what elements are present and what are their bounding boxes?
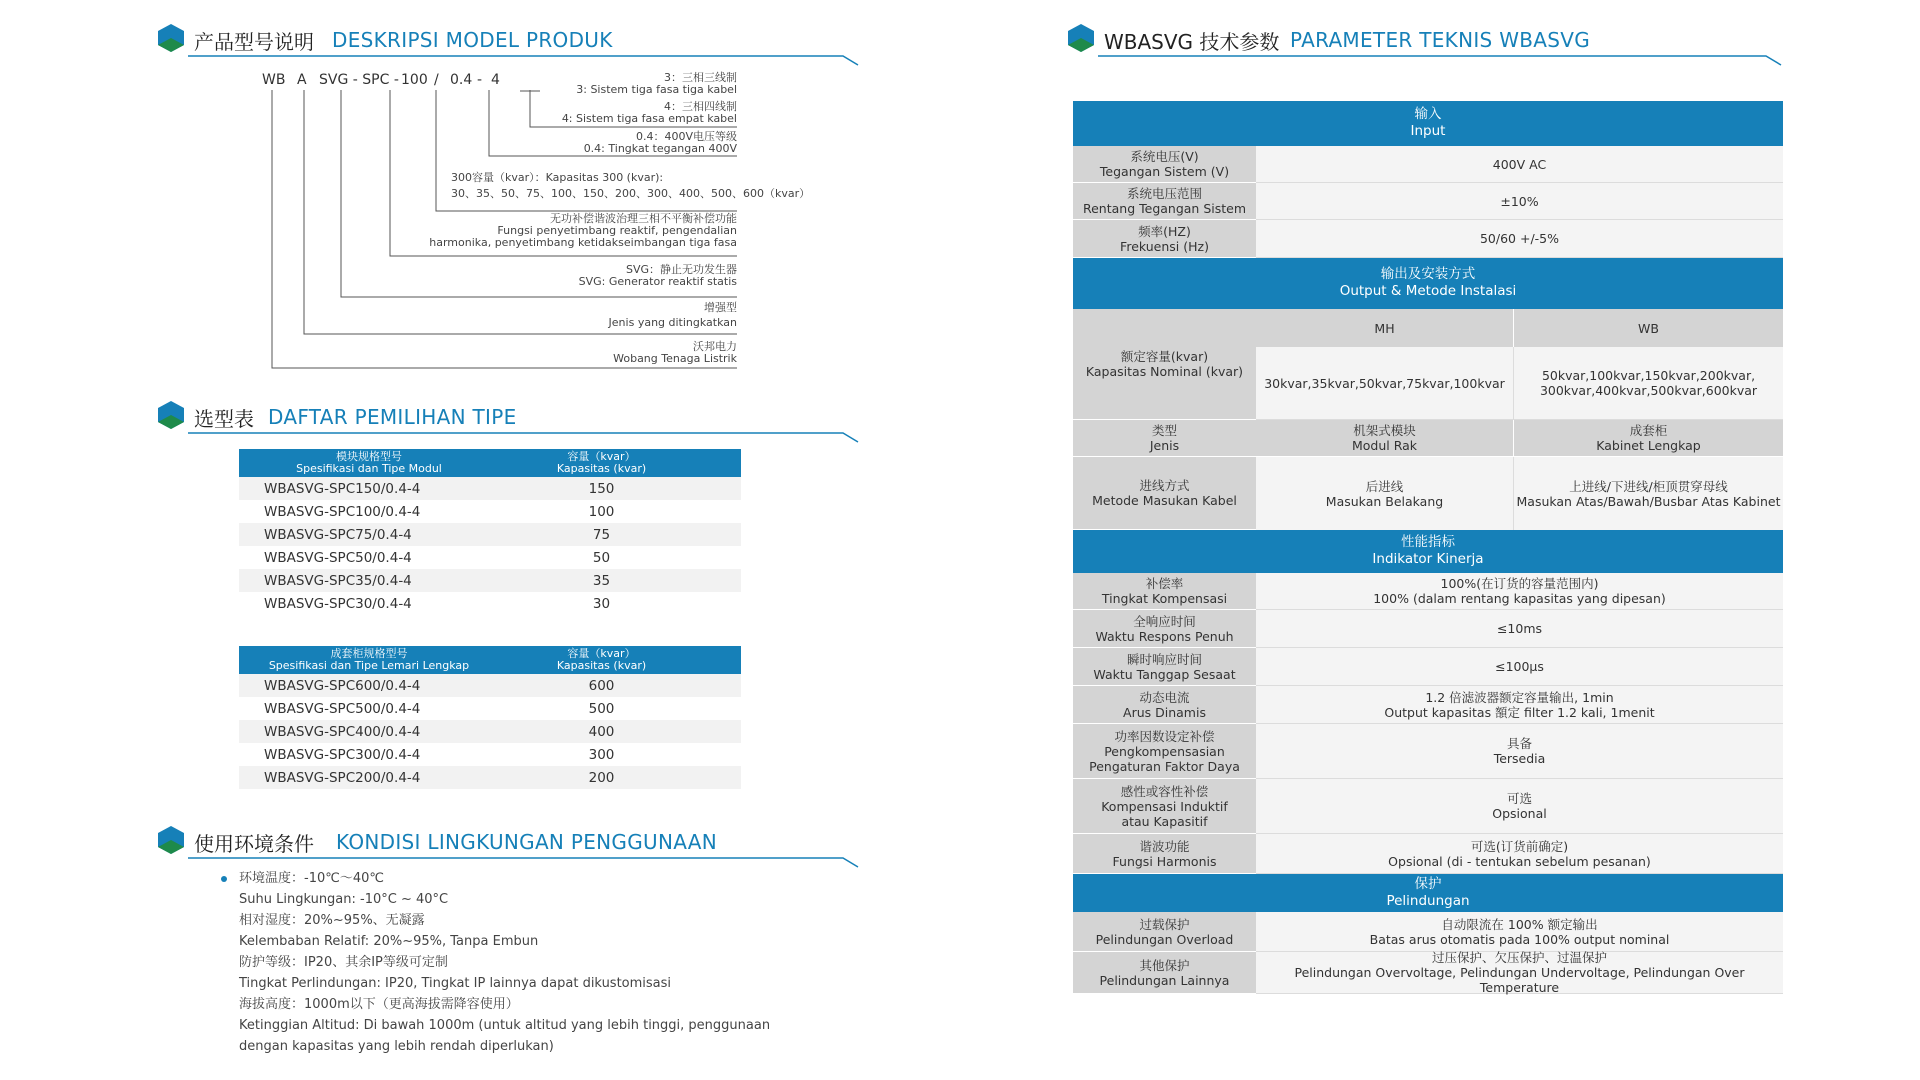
col-mh: MH [1256, 309, 1514, 347]
env-line: 相对湿度：20%~95%、无凝露 [239, 913, 425, 928]
env-line: Tingkat Perlindungan: IP20, Tingkat IP lainnya dapat dikustomisasi [239, 976, 672, 991]
table-row: WBASVG-SPC300/0.4-4 300 [239, 743, 741, 766]
row-value: 50/60 +/-5% [1256, 220, 1783, 258]
row-label: 频率(HZ) Frekuensi (Hz) [1073, 220, 1256, 258]
row-label: 功率因数设定补偿 Pengkompensasian Pengaturan Faktor Daya [1073, 724, 1256, 779]
table-row: WBASVG-SPC100/0.4-4 100 [239, 500, 741, 523]
env-line: 环境温度：-10℃～40℃ [239, 871, 384, 886]
table-row: WBASVG-SPC400/0.4-4 400 [239, 720, 741, 743]
note-line: SVG：静止无功发生器 [625, 263, 737, 276]
hexagon-icon [158, 401, 184, 429]
hexagon-icon [1068, 24, 1094, 52]
row-value: 100%(在订货的容量范围内) 100% (dalam rentang kapasitas yang dipesan) [1256, 573, 1783, 610]
note-line: Wobang Tenaga Listrik [613, 352, 737, 365]
note-line: harmonika, penyetimbang ketidakseimbangan tiga fasa [429, 236, 737, 249]
section-tech [1068, 20, 1788, 60]
type-mh: 机架式模块 Modul Rak [1256, 420, 1514, 457]
row-value: 过压保护、欠压保护、过温保护 Pelindungan Overvoltage, Pelindungan Undervoltage, Pelindungan Over Temperature [1256, 952, 1783, 994]
row-label: 动态电流 Arus Dinamis [1073, 686, 1256, 724]
row-label: 过载保护 Pelindungan Overload [1073, 912, 1256, 952]
cable-mh: 后进线 Masukan Belakang [1256, 457, 1514, 530]
model-note [576, 72, 737, 96]
note-line: 30、35、50、75、100、150、200、300、400、500、600（kvar） [451, 187, 811, 200]
row-label: 类型 Jenis [1073, 420, 1256, 457]
row-label: 系统电压范围 Rentang Tegangan Sistem [1073, 183, 1256, 220]
table-row: WBASVG-SPC150/0.4-4 150 [239, 477, 741, 500]
env-line: dengan kapasitas yang lebih rendah diperlukan) [239, 1039, 554, 1054]
note-line: 3：三相三线制 [664, 71, 737, 84]
section-title-cn: 选型表 [194, 407, 254, 431]
section-title-id: KONDISI LINGKUNGAN PENGGUNAAN [336, 830, 717, 854]
row-label: 补偿率 Tingkat Kompensasi [1073, 573, 1256, 610]
module-spec-table [239, 449, 741, 615]
row-label: 进线方式 Metode Masukan Kabel [1073, 457, 1256, 530]
band-performance: 性能指标 Indikator Kinerja [1073, 530, 1783, 573]
row-value: 1.2 倍滤波器额定容量输出, 1min Output kapasitas 額定 filter 1.2 kali, 1menit [1256, 686, 1783, 724]
table-row: WBASVG-SPC35/0.4-4 35 [239, 569, 741, 592]
model-note [609, 302, 737, 329]
code-part: 100 [401, 72, 428, 88]
row-value: ±10% [1256, 183, 1783, 220]
section-title-id: DAFTAR PEMILIHAN TIPE [268, 405, 517, 429]
band-protection: 保护 Pelindungan [1073, 874, 1783, 912]
env-line: Suhu Lingkungan: -10°C ~ 40°C [239, 892, 449, 907]
header-model: 模块规格型号 Spesifikasi dan Tipe Modul [239, 449, 499, 477]
table-header [239, 449, 741, 477]
row-value: 可选 Opsional [1256, 779, 1783, 834]
table-row: WBASVG-SPC30/0.4-4 30 [239, 592, 741, 615]
row-value: 具备 Tersedia [1256, 724, 1783, 779]
rated-mh: 30kvar,35kvar,50kvar,75kvar,100kvar [1256, 347, 1514, 420]
code-part: WB [262, 72, 286, 88]
env-line: Kelembaban Relatif: 20%~95%, Tanpa Embun [239, 934, 539, 949]
row-label: 额定容量(kvar) Kapasitas Nominal (kvar) [1073, 309, 1256, 420]
section-underline [1098, 54, 1788, 66]
header-capacity: 容量（kvar） Kapasitas (kvar) [499, 449, 704, 477]
section-title-cn: 使用环境条件 [194, 832, 314, 856]
section-title-cn: 产品型号说明 [194, 30, 314, 54]
band-input: 输入 Input [1073, 101, 1783, 146]
row-value: ≤10ms [1256, 610, 1783, 648]
note-line: 4: Sistem tiga fasa empat kabel [561, 112, 737, 125]
note-line: Jenis yang ditingkatkan [608, 316, 737, 329]
note-line: Fungsi penyetimbang reaktif, pengendalian [497, 224, 737, 237]
row-label: 其他保护 Pelindungan Lainnya [1073, 952, 1256, 994]
row-value: 自动限流在 100% 额定输出 Batas arus otomatis pada 100% output nominal [1256, 912, 1783, 952]
table-row: WBASVG-SPC50/0.4-4 50 [239, 546, 741, 569]
model-note [562, 101, 737, 125]
row-value: 可选(订货前确定) Opsional (di - tentukan sebelum pesanan) [1256, 834, 1783, 874]
code-part: / [434, 72, 439, 88]
row-label: 感性或容性补偿 Kompensasi Induktif atau Kapasitif [1073, 779, 1256, 834]
hexagon-icon [158, 826, 184, 854]
section-underline [188, 431, 868, 443]
band-output: 输出及安装方式 Output & Metode Instalasi [1073, 258, 1783, 309]
table-row: WBASVG-SPC600/0.4-4 600 [239, 674, 741, 697]
env-line: Ketinggian Altitud: Di bawah 1000m (untuk altitud yang lebih tinggi, penggunaan [239, 1018, 771, 1033]
cabinet-spec-table [239, 646, 741, 789]
col-wb: WB [1514, 309, 1783, 347]
type-wb: 成套柜 Kabinet Lengkap [1514, 420, 1783, 457]
section-title-id: PARAMETER TEKNIS WBASVG [1290, 28, 1591, 52]
note-line: 无功补偿谐波治理三相不平衡补偿功能 [550, 212, 737, 225]
model-note [613, 341, 737, 365]
section-selection [158, 397, 863, 437]
row-value: 400V AC [1256, 146, 1783, 183]
note-line: 0.4: Tingkat tegangan 400V [583, 142, 737, 155]
table-row: WBASVG-SPC200/0.4-4 200 [239, 766, 741, 789]
header-capacity: 容量（kvar） Kapasitas (kvar) [499, 646, 704, 674]
model-note [584, 131, 737, 155]
env-line: 防护等级：IP20、其余IP等级可定制 [239, 955, 448, 970]
note-line: 0.4：400V电压等级 [635, 130, 737, 143]
note-line: 4：三相四线制 [664, 100, 737, 113]
table-row: WBASVG-SPC500/0.4-4 500 [239, 697, 741, 720]
code-part: - [477, 72, 483, 88]
code-part: 0.4 [450, 72, 473, 88]
rated-wb: 50kvar,100kvar,150kvar,200kvar, 300kvar,400kvar,500kvar,600kvar [1514, 347, 1783, 420]
bullet-icon [221, 876, 227, 882]
env-line: 海拔高度：1000m以下（更高海拔需降容使用） [239, 997, 519, 1012]
code-part: A [297, 72, 307, 88]
row-label: 瞬时响应时间 Waktu Tanggap Sesaat [1073, 648, 1256, 686]
model-note [451, 172, 810, 200]
note-line: 300容量（kvar）：Kapasitas 300 (kvar): [451, 171, 664, 184]
section-title-cn: WBASVG 技术参数 [1104, 30, 1280, 54]
section-environment [158, 822, 863, 862]
note-line: SVG: Generator reaktif statis [578, 275, 737, 288]
row-label: 谐波功能 Fungsi Harmonis [1073, 834, 1256, 874]
cable-wb: 上进线/下进线/柜顶贯穿母线 Masukan Atas/Bawah/Busbar Atas Kabinet [1514, 457, 1783, 530]
table-header [239, 646, 741, 674]
code-part: SVG - SPC - [319, 72, 399, 88]
model-note [429, 213, 737, 249]
note-line: 增强型 [704, 301, 737, 314]
row-label: 全响应时间 Waktu Respons Penuh [1073, 610, 1256, 648]
row-label: 系统电压(V) Tegangan Sistem (V) [1073, 146, 1256, 183]
section-underline [188, 856, 868, 868]
row-value: ≤100μs [1256, 648, 1783, 686]
note-line: 沃邦电力 [693, 340, 737, 353]
section-title-id: DESKRIPSI MODEL PRODUK [332, 28, 613, 52]
header-model: 成套柜规格型号 Spesifikasi dan Tipe Lemari Lengkap [239, 646, 499, 674]
model-note [579, 264, 737, 288]
code-part: 4 [491, 72, 500, 88]
environment-list [239, 868, 770, 1057]
note-line: 3: Sistem tiga fasa tiga kabel [576, 83, 737, 96]
table-row: WBASVG-SPC75/0.4-4 75 [239, 523, 741, 546]
